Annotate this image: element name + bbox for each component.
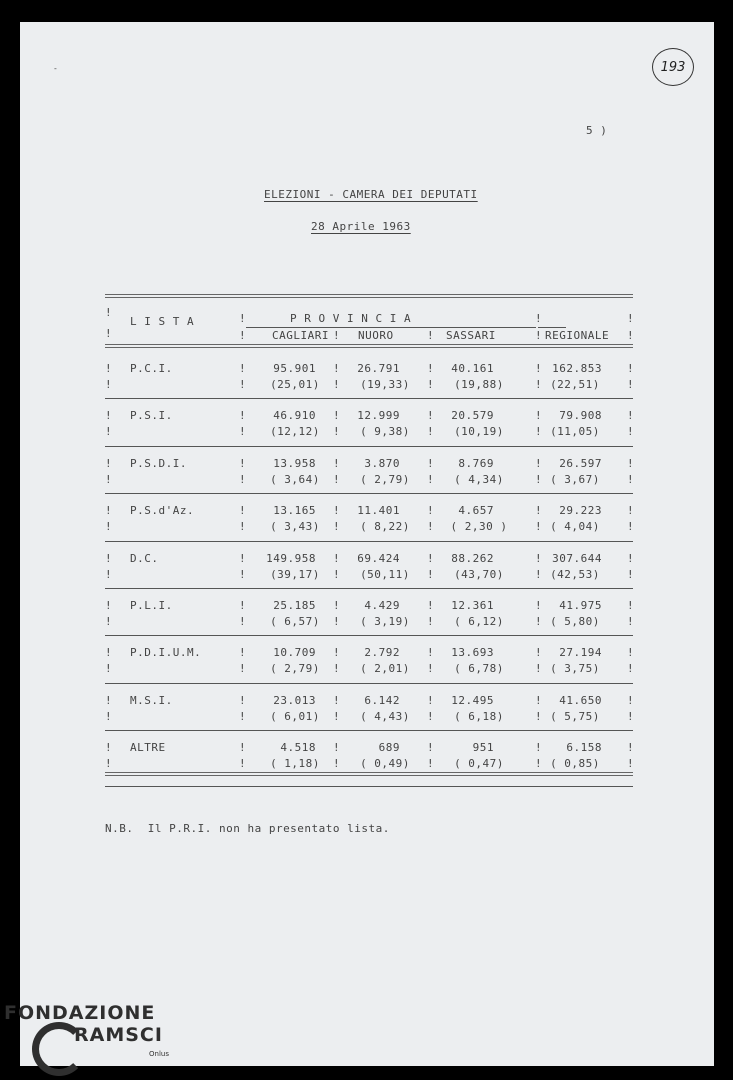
cell-cagliari: 149.958 <box>266 551 316 565</box>
column-separator: ! <box>105 504 113 518</box>
document-title: ELEZIONI - CAMERA DEI DEPUTATI <box>264 188 478 201</box>
footnote: N.B. Il P.R.I. non ha presentato lista. <box>105 822 390 835</box>
column-separator: ! <box>333 709 341 723</box>
column-separator: ! <box>535 520 543 534</box>
column-separator: ! <box>535 615 543 628</box>
cell-cagliari-pct: (12,12) <box>270 425 320 439</box>
column-separator: ! <box>427 378 435 391</box>
column-separator: ! <box>627 425 635 439</box>
column-separator: ! <box>535 504 543 518</box>
provincia-underline <box>246 327 536 328</box>
cell-cagliari: 4.518 <box>280 741 316 755</box>
regionale-underline <box>538 327 566 328</box>
cell-cagliari-pct: ( 6,57) <box>270 615 320 628</box>
cell-cagliari-pct: ( 3,43) <box>270 520 320 534</box>
watermark-line2: RAMSCI <box>74 1024 163 1046</box>
column-separator: ! <box>239 693 247 707</box>
cell-sassari: 12.495 <box>451 693 494 707</box>
column-separator: ! <box>239 741 247 755</box>
column-separator: ! <box>333 504 341 518</box>
column-separator: ! <box>239 425 247 439</box>
cell-cagliari-pct: ( 2,79) <box>270 662 320 676</box>
column-separator: ! <box>105 306 113 319</box>
cell-regionale-pct: (42,53) <box>550 567 600 581</box>
cell-sassari-pct: ( 4,34) <box>454 472 504 486</box>
cell-lista: P.S.D.I. <box>130 456 187 470</box>
cell-sassari: 8.769 <box>458 456 494 470</box>
cell-cagliari: 46.910 <box>273 409 316 423</box>
header-bottom-border <box>105 344 633 348</box>
column-separator: ! <box>333 757 341 771</box>
cell-lista: P.L.I. <box>130 599 173 612</box>
column-separator: ! <box>239 520 247 534</box>
column-separator: ! <box>239 456 247 470</box>
cell-regionale: 6.158 <box>566 741 602 755</box>
column-separator: ! <box>427 757 435 771</box>
watermark-line3: Onlus <box>149 1050 169 1058</box>
cell-nuoro-pct: ( 0,49) <box>360 757 410 771</box>
column-separator: ! <box>427 409 435 423</box>
cell-cagliari: 13.165 <box>273 504 316 518</box>
cell-sassari-pct: (10,19) <box>454 425 504 439</box>
column-separator: ! <box>333 378 341 391</box>
column-separator: ! <box>239 362 247 375</box>
column-separator: ! <box>239 472 247 486</box>
cell-sassari-pct: (19,88) <box>454 378 504 391</box>
cell-regionale-pct: ( 5,75) <box>550 709 600 723</box>
table-top-border <box>105 294 633 298</box>
cell-nuoro: 3.870 <box>364 456 400 470</box>
column-separator: ! <box>105 409 113 423</box>
cell-regionale: 41.650 <box>559 693 602 707</box>
cell-lista: M.S.I. <box>130 693 173 707</box>
cell-nuoro: 11.401 <box>357 504 400 518</box>
column-separator: ! <box>627 520 635 534</box>
column-separator: ! <box>627 312 635 325</box>
cell-regionale-pct: ( 3,67) <box>550 472 600 486</box>
column-separator: ! <box>105 567 113 581</box>
column-separator: ! <box>105 425 113 439</box>
column-separator: ! <box>105 662 113 676</box>
cell-cagliari: 95.901 <box>273 362 316 375</box>
cell-sassari-pct: ( 6,12) <box>454 615 504 628</box>
cell-sassari: 40.161 <box>451 362 494 375</box>
column-separator: ! <box>105 757 113 771</box>
cell-cagliari-pct: (25,01) <box>270 378 320 391</box>
column-separator: ! <box>627 709 635 723</box>
row-divider <box>105 730 633 731</box>
column-separator: ! <box>535 599 543 612</box>
cell-regionale: 41.975 <box>559 599 602 612</box>
column-separator: ! <box>239 567 247 581</box>
column-separator: ! <box>105 599 113 612</box>
cell-regionale: 307.644 <box>552 551 602 565</box>
cell-lista: P.S.I. <box>130 409 173 423</box>
column-separator: ! <box>427 646 435 660</box>
page-number: 5 ) <box>586 124 608 137</box>
cell-cagliari-pct: ( 3,64) <box>270 472 320 486</box>
column-separator: ! <box>627 567 635 581</box>
cell-cagliari: 25.185 <box>273 599 316 612</box>
cell-sassari-pct: ( 0,47) <box>454 757 504 771</box>
cell-nuoro-pct: ( 8,22) <box>360 520 410 534</box>
cell-regionale-pct: ( 4,04) <box>550 520 600 534</box>
column-separator: ! <box>239 378 247 391</box>
column-separator: ! <box>105 520 113 534</box>
cell-cagliari-pct: ( 6,01) <box>270 709 320 723</box>
column-separator: ! <box>535 757 543 771</box>
cell-nuoro: 12.999 <box>357 409 400 423</box>
column-separator: ! <box>105 615 113 628</box>
column-separator: ! <box>105 646 113 660</box>
column-separator: ! <box>105 378 113 391</box>
cell-sassari-pct: ( 6,78) <box>454 662 504 676</box>
column-separator: ! <box>239 615 247 628</box>
cell-lista: P.S.d'Az. <box>130 504 195 518</box>
column-separator: ! <box>535 646 543 660</box>
cell-regionale: 29.223 <box>559 504 602 518</box>
column-separator: ! <box>627 615 635 628</box>
row-divider <box>105 683 633 684</box>
cell-sassari: 951 <box>472 741 494 755</box>
column-separator: ! <box>239 312 247 325</box>
cell-regionale: 27.194 <box>559 646 602 660</box>
column-separator: ! <box>535 312 543 325</box>
column-separator: ! <box>627 693 635 707</box>
cell-lista: P.D.I.U.M. <box>130 646 202 660</box>
column-separator: ! <box>333 662 341 676</box>
column-separator: ! <box>105 472 113 486</box>
cell-sassari: 13.693 <box>451 646 494 660</box>
cell-sassari-pct: ( 6,18) <box>454 709 504 723</box>
column-separator: ! <box>427 615 435 628</box>
column-separator: ! <box>427 662 435 676</box>
document-page <box>20 22 714 1066</box>
column-separator: ! <box>427 741 435 755</box>
column-separator: ! <box>105 456 113 470</box>
column-separator: ! <box>535 456 543 470</box>
cell-nuoro-pct: ( 2,79) <box>360 472 410 486</box>
archive-number: 193 <box>660 59 686 75</box>
cell-nuoro: 26.791 <box>357 362 400 375</box>
column-separator: ! <box>239 551 247 565</box>
row-divider <box>105 398 633 399</box>
column-separator: ! <box>427 472 435 486</box>
cell-sassari: 12.361 <box>451 599 494 612</box>
column-separator: ! <box>333 551 341 565</box>
cell-nuoro-pct: ( 4,43) <box>360 709 410 723</box>
column-separator: ! <box>105 693 113 707</box>
column-separator: ! <box>535 409 543 423</box>
column-separator: ! <box>333 456 341 470</box>
column-separator: ! <box>535 329 543 342</box>
cell-cagliari-pct: (39,17) <box>270 567 320 581</box>
column-separator: ! <box>627 599 635 612</box>
column-separator: ! <box>627 504 635 518</box>
cell-sassari-pct: ( 2,30 ) <box>450 520 508 534</box>
header-cagliari: CAGLIARI <box>272 329 329 342</box>
column-separator: ! <box>333 472 341 486</box>
cell-cagliari: 23.013 <box>273 693 316 707</box>
column-separator: ! <box>627 551 635 565</box>
row-divider <box>105 588 633 589</box>
cell-lista: D.C. <box>130 551 159 565</box>
column-separator: ! <box>333 425 341 439</box>
cell-regionale: 79.908 <box>559 409 602 423</box>
column-separator: ! <box>427 504 435 518</box>
column-separator: ! <box>427 709 435 723</box>
column-separator: ! <box>333 362 341 375</box>
column-separator: ! <box>535 362 543 375</box>
column-separator: ! <box>427 456 435 470</box>
cell-sassari: 88.262 <box>451 551 494 565</box>
column-separator: ! <box>627 472 635 486</box>
column-separator: ! <box>535 709 543 723</box>
column-separator: ! <box>427 425 435 439</box>
table-bottom-border <box>105 772 633 776</box>
column-separator: ! <box>627 329 635 342</box>
cell-regionale: 26.597 <box>559 456 602 470</box>
column-separator: ! <box>427 520 435 534</box>
column-separator: ! <box>239 599 247 612</box>
column-separator: ! <box>333 567 341 581</box>
cell-nuoro: 2.792 <box>364 646 400 660</box>
cell-cagliari: 13.958 <box>273 456 316 470</box>
header-lista: L I S T A <box>130 315 195 328</box>
document-date: 28 Aprile 1963 <box>311 220 411 233</box>
column-separator: ! <box>535 425 543 439</box>
cell-cagliari: 10.709 <box>273 646 316 660</box>
column-separator: ! <box>333 520 341 534</box>
column-separator: ! <box>333 741 341 755</box>
column-separator: ! <box>535 693 543 707</box>
column-separator: ! <box>627 757 635 771</box>
column-separator: ! <box>535 567 543 581</box>
cell-nuoro: 4.429 <box>364 599 400 612</box>
column-separator: ! <box>333 409 341 423</box>
watermark-line1: FONDAZIONE <box>4 1002 156 1024</box>
cell-nuoro-pct: ( 9,38) <box>360 425 410 439</box>
column-separator: ! <box>333 329 341 342</box>
fondazione-gramsci-watermark <box>4 1000 204 1070</box>
cell-lista: ALTRE <box>130 741 166 755</box>
column-separator: ! <box>239 646 247 660</box>
cell-regionale-pct: ( 0,85) <box>550 757 600 771</box>
column-separator: ! <box>427 599 435 612</box>
column-separator: ! <box>535 551 543 565</box>
cell-regionale-pct: ( 5,80) <box>550 615 600 628</box>
speck: - <box>53 64 59 73</box>
column-separator: ! <box>535 662 543 676</box>
column-separator: ! <box>105 362 113 375</box>
cell-nuoro-pct: ( 3,19) <box>360 615 410 628</box>
table-end-line <box>105 786 633 787</box>
row-divider <box>105 493 633 494</box>
cell-nuoro-pct: (50,11) <box>360 567 410 581</box>
column-separator: ! <box>333 693 341 707</box>
cell-regionale-pct: (22,51) <box>550 378 600 391</box>
column-separator: ! <box>105 551 113 565</box>
cell-lista: P.C.I. <box>130 362 173 375</box>
cell-nuoro: 6.142 <box>364 693 400 707</box>
column-separator: ! <box>239 329 247 342</box>
column-separator: ! <box>627 409 635 423</box>
column-separator: ! <box>239 504 247 518</box>
header-regionale: REGIONALE <box>545 329 610 342</box>
cell-cagliari-pct: ( 1,18) <box>270 757 320 771</box>
column-separator: ! <box>627 662 635 676</box>
header-sassari: SASSARI <box>446 329 496 342</box>
column-separator: ! <box>427 567 435 581</box>
column-separator: ! <box>333 646 341 660</box>
column-separator: ! <box>239 709 247 723</box>
column-separator: ! <box>239 662 247 676</box>
column-separator: ! <box>627 362 635 375</box>
cell-regionale-pct: (11,05) <box>550 425 600 439</box>
column-separator: ! <box>427 551 435 565</box>
header-provincia: P R O V I N C I A <box>290 312 412 325</box>
column-separator: ! <box>627 378 635 391</box>
column-separator: ! <box>427 693 435 707</box>
column-separator: ! <box>427 329 435 342</box>
column-separator: ! <box>535 378 543 391</box>
cell-nuoro: 689 <box>378 741 400 755</box>
column-separator: ! <box>627 741 635 755</box>
archive-stamp <box>652 48 694 86</box>
column-separator: ! <box>239 409 247 423</box>
column-separator: ! <box>427 362 435 375</box>
column-separator: ! <box>105 709 113 723</box>
column-separator: ! <box>627 456 635 470</box>
column-separator: ! <box>105 327 113 340</box>
row-divider <box>105 541 633 542</box>
column-separator: ! <box>535 472 543 486</box>
cell-sassari: 4.657 <box>458 504 494 518</box>
row-divider <box>105 446 633 447</box>
column-separator: ! <box>333 599 341 612</box>
cell-sassari-pct: (43,70) <box>454 567 504 581</box>
cell-nuoro-pct: ( 2,01) <box>360 662 410 676</box>
column-separator: ! <box>535 741 543 755</box>
column-separator: ! <box>333 615 341 628</box>
cell-regionale-pct: ( 3,75) <box>550 662 600 676</box>
cell-nuoro-pct: (19,33) <box>360 378 410 391</box>
row-divider <box>105 635 633 636</box>
cell-regionale: 162.853 <box>552 362 602 375</box>
cell-nuoro: 69.424 <box>357 551 400 565</box>
column-separator: ! <box>105 741 113 755</box>
cell-sassari: 20.579 <box>451 409 494 423</box>
column-separator: ! <box>627 646 635 660</box>
header-nuoro: NUORO <box>358 329 394 342</box>
column-separator: ! <box>239 757 247 771</box>
